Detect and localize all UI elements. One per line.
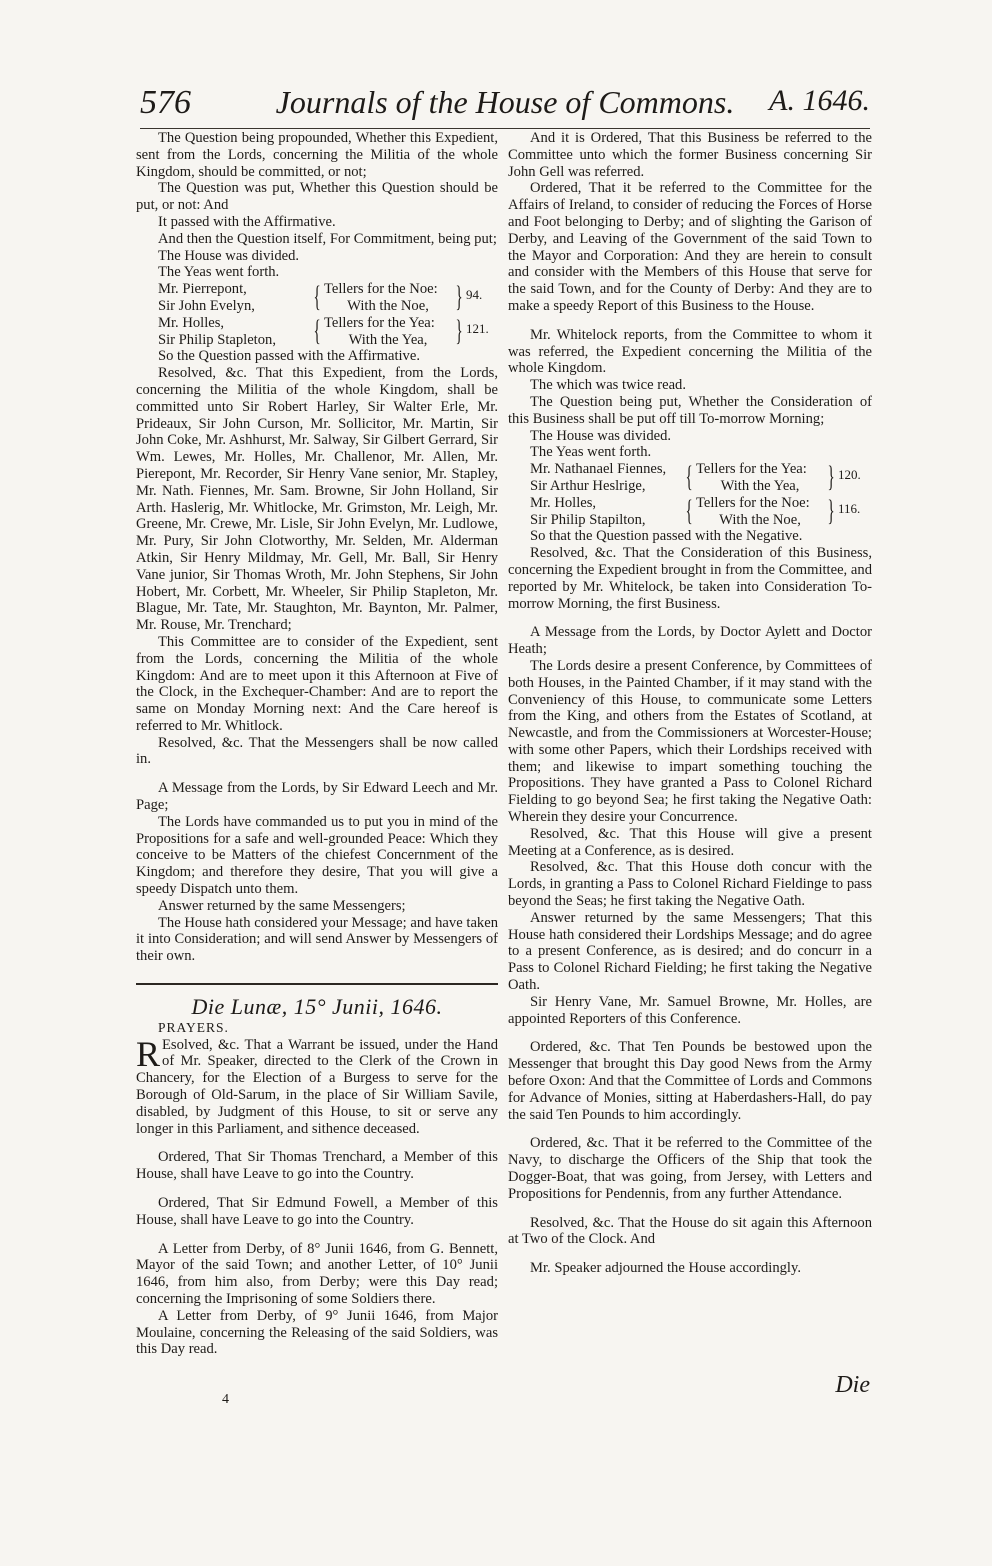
brace: } (455, 280, 463, 314)
teller-role: Tellers for the Yea: (696, 461, 807, 478)
paragraph: Sir Henry Vane, Mr. Samuel Browne, Mr. Holles, are appointed Reporters of this Conference. (508, 993, 872, 1027)
teller-name: Mr. Holles, (530, 494, 597, 511)
page-header (140, 84, 870, 129)
teller-name: Mr. Holles, (158, 314, 225, 331)
paragraph: The which was twice read. (530, 377, 687, 394)
teller-name: Sir Philip Stapleton, (158, 331, 276, 348)
brace: { (313, 313, 321, 347)
teller-role: With the Noe, (347, 297, 429, 314)
paragraph: The Question being put, Whether the Consideration of this Business shall be put off till To-morrow Morning; (508, 393, 872, 427)
right-column (508, 130, 872, 1277)
paragraph: The Lords desire a present Conference, by Committees of both Houses, in the Painted Chamber, if it may stand with the Conveniency of this House, to communicate some Letters from the King, and others from the Estates of Scotland, at Newcastle, and from the Commissioners at Worcester-House; with some other Papers, which their Lordships received with them; and likewise to impart something touching the Propositions. They have granted a Pass to Colonel Richard Fielding to go beyond Sea; he first taking the Negative Oath: Wherein they desire your Concurrence. (508, 657, 872, 826)
teller-role: With the Yea, (720, 477, 800, 494)
paragraph: So that the Question passed with the Negative. (530, 528, 803, 545)
vote-count: 121. (466, 320, 489, 336)
vote-count: 116. (838, 500, 861, 516)
running-title: Journals of the House of Commons. (275, 84, 735, 120)
teller-name: Mr. Nathanael Fiennes, (530, 461, 667, 478)
day-heading: Die Lunæ, 15° Junii, 1646. (191, 994, 443, 1020)
paragraph-text: Esolved, &c. That a Warrant be issued, under the Hand of Mr. Speaker, directed to the Clerk of the Crown in Chancery, for the Election of a Burgess to serve for the Borough of Old-Sarum, in the place of Sir William Savile, disabled, by Judgment of this House, to sit or serve any longer in this Parliament, and sithence deceased. (136, 1036, 498, 1137)
signature-mark: 4 (222, 1392, 229, 1407)
paragraph: A Message from the Lords, by Doctor Aylett and Doctor Heath; (508, 624, 872, 658)
paragraph: Resolved, &c. That this House doth concur with the Lords, in granting a Pass to Colonel Richard Fieldinge to pass beyond the Seas; he first taking the Negative Oath. (508, 859, 872, 910)
left-column (136, 130, 498, 1358)
paragraph: This Committee are to consider of the Expedient, sent from the Lords, concerning the Militia of the whole Kingdom: And are to meet upon it this Afternoon at Five of the Clock, in the Exchequer-Chamber: And are to report the same on Monday Morning next: And the Care hereof is referred to Mr. Whitlock. (136, 633, 498, 734)
paragraph: Resolved, &c. That this Expedient, from the Lords, concerning the Militia of the whole Kingdom, shall be committed unto Sir Robert Harley, Sir Walter Erle, Mr. Prideaux, Sir John Curson, Mr. Sollicitor, Mr. Martin, Sir John Coke, Mr. Ashhurst, Mr. Salway, Sir Gilbert Gerrard, Sir Wm. Lewes, Mr. Holles, Mr. Challenor, Mr. Allen, Mr. Pierepont, Mr. Recorder, Sir Henry Vane senior, Mr. Stapley, Mr. Nath. Fiennes, Mr. Sam. Browne, Sir John Holland, Sir Arth. Haslerig, Mr. Whitlocke, Mr. Grimston, Mr. Leigh, Mr. Greene, Mr. Crewe, Mr. Lisle, Sir John Evelyn, Mr. Ludlowe, Mr. Pury, Sir John Clotworthy, Mr. Selden, Mr. Alderman Atkin, Sir Henry Mildmay, Mr. Gell, Mr. Ball, Sir Henry Vane junior, Sir Thomas Wroth, Mr. John Stephens, Sir John Hobert, Mr. Corbett, Mr. Wheeler, Sir Philip Stapleton, Mr. Blague, Mr. Tate, Mr. Staughton, Mr. Baynton, Mr. Palmer, Mr. Rouse, Mr. Trenchard; (136, 365, 498, 634)
paragraph: Answer returned by the same Messengers; (158, 897, 406, 914)
vote-count: 94. (466, 287, 483, 303)
brace: { (685, 493, 693, 527)
page-number: 576 (140, 84, 191, 121)
paragraph: The Question being propounded, Whether this Expedient, sent from the Lords, concerning the Militia of the whole Kingdom, should be committed, or not; (136, 130, 498, 180)
teller-name: Sir Arthur Heslrige, (530, 477, 646, 494)
paragraph: Resolved, &c. That this House will give a present Meeting at a Conference, as is desired. (508, 825, 872, 859)
drop-cap: R (136, 1033, 161, 1074)
brace: } (827, 493, 835, 527)
teller-name: Mr. Pierrepont, (158, 281, 247, 298)
teller-role: Tellers for the Yea: (324, 314, 435, 331)
teller-role: Tellers for the Noe: (324, 281, 438, 298)
paragraph: Mr. Speaker adjourned the House accordingly. (530, 1260, 801, 1277)
brace: } (455, 313, 463, 347)
paragraph: Ordered, &c. That Ten Pounds be bestowed upon the Messenger that brought this Day good News from the Army before Oxon: And that the Committee of Lords and Commons for Advance of Monies, sitting at Haberdashers-Hall, do pay the said Ten Pounds to him accordingly. (508, 1039, 872, 1123)
paragraph: Mr. Whitelock reports, from the Committee to whom it was referred, the Expedient concerning the Militia of the whole Kingdom. (508, 326, 872, 377)
paragraph (136, 1033, 498, 1138)
division-tellers-block (158, 281, 498, 348)
paragraph: So the Question passed with the Affirmative. (158, 348, 420, 365)
paragraph: A Message from the Lords, by Sir Edward Leech and Mr. Page; (136, 780, 498, 814)
paragraph: Answer returned by the same Messengers; That this House hath considered their Lordships Message; and do agree to a present Conference, as is desired; and do concurr in a Pass to Colonel Richard Fielding; he first taking the Negative Oath. (508, 909, 872, 994)
paragraph: The House hath considered your Message; and have taken it into Consideration; and will send Answer by Messengers of their own. (136, 914, 498, 965)
teller-role: With the Noe, (719, 511, 801, 528)
paragraph: The House was divided. (158, 247, 300, 264)
catchword: Die (835, 1372, 870, 1398)
paragraph: Ordered, &c. That it be referred to the Committee of the Navy, to discharge the Officers of the Ship that took the Dogger-Boat, that was going, from Jersey, with Letters and Propositions for Pendennis, from any further Attendance. (508, 1135, 872, 1202)
paragraph: Resolved, &c. That the House do sit again this Afternoon at Two of the Clock. And (508, 1214, 872, 1248)
brace: } (827, 460, 835, 494)
teller-role: Tellers for the Noe: (696, 494, 810, 511)
paragraph: The Lords have commanded us to put you in mind of the Propositions for a safe and well-grounded Peace: Which they conceive to be Matters of the chiefest Concernment of the Kingdom; and therefore they desire, That you will give a speedy Dispatch unto them. (136, 813, 498, 898)
brace: { (685, 460, 693, 494)
paragraph: Ordered, That it be referred to the Committee for the Affairs of Ireland, to consider of reducing the Forces of Horse and Foot belonging to Derby; and of slighting the Garison of Derby, and Leaving of the Government of the said Town to the Mayor and Corporation: And they are herein to consult and consider with the Members of this House that serve for the said Town, and for the County of Derby: And they are to make a speedy Report of this Business to the House. (508, 180, 872, 314)
brace: { (313, 280, 321, 314)
vote-count: 120. (838, 467, 861, 483)
paragraph: And then the Question itself, For Commitment, being put; (158, 230, 497, 247)
paragraph: The House was divided. (530, 427, 672, 444)
paragraph: A Letter from Derby, of 8° Junii 1646, from G. Bennett, Mayor of the said Town; and another Letter, of 10° Junii 1646, from him also, from Derby; were this Day read; concerning the Imprisoning of some Soldiers there. (136, 1240, 498, 1307)
paragraph: A Letter from Derby, of 9° Junii 1646, from Major Moulaine, concerning the Releasing of the said Soldiers, was this Day read. (136, 1307, 498, 1358)
paragraph: Ordered, That Sir Edmund Fowell, a Member of this House, shall have Leave to go into the Country. (136, 1195, 498, 1228)
paragraph: And it is Ordered, That this Business be referred to the Committee unto which the former Business concerning Sir John Gell was referred. (508, 130, 872, 180)
paragraph: The Question was put, Whether this Question should be put, or not: And (136, 180, 498, 214)
division-tellers-block (530, 461, 872, 528)
teller-name: Sir Philip Stapilton, (530, 511, 646, 528)
paragraph: The Yeas went forth. (158, 264, 280, 281)
paragraph: Resolved, &c. That the Messengers shall be now called in. (136, 734, 498, 768)
year-marker: A. 1646. (769, 84, 870, 117)
paragraph: Resolved, &c. That the Consideration of this Business, concerning the Expedient brought in from the Committee, and reported by Mr. Whitelock, be taken into Consideration To-morrow Morning, the first Business. (508, 545, 872, 612)
section-divider (136, 983, 498, 985)
paragraph: Ordered, That Sir Thomas Trenchard, a Member of this House, shall have Leave to go into the Country. (136, 1149, 498, 1183)
prayers-heading: PRAYERS. (158, 1019, 229, 1035)
teller-role: With the Yea, (348, 331, 428, 348)
paragraph: The Yeas went forth. (530, 444, 652, 461)
teller-name: Sir John Evelyn, (158, 297, 255, 314)
paragraph: It passed with the Affirmative. (158, 213, 336, 230)
